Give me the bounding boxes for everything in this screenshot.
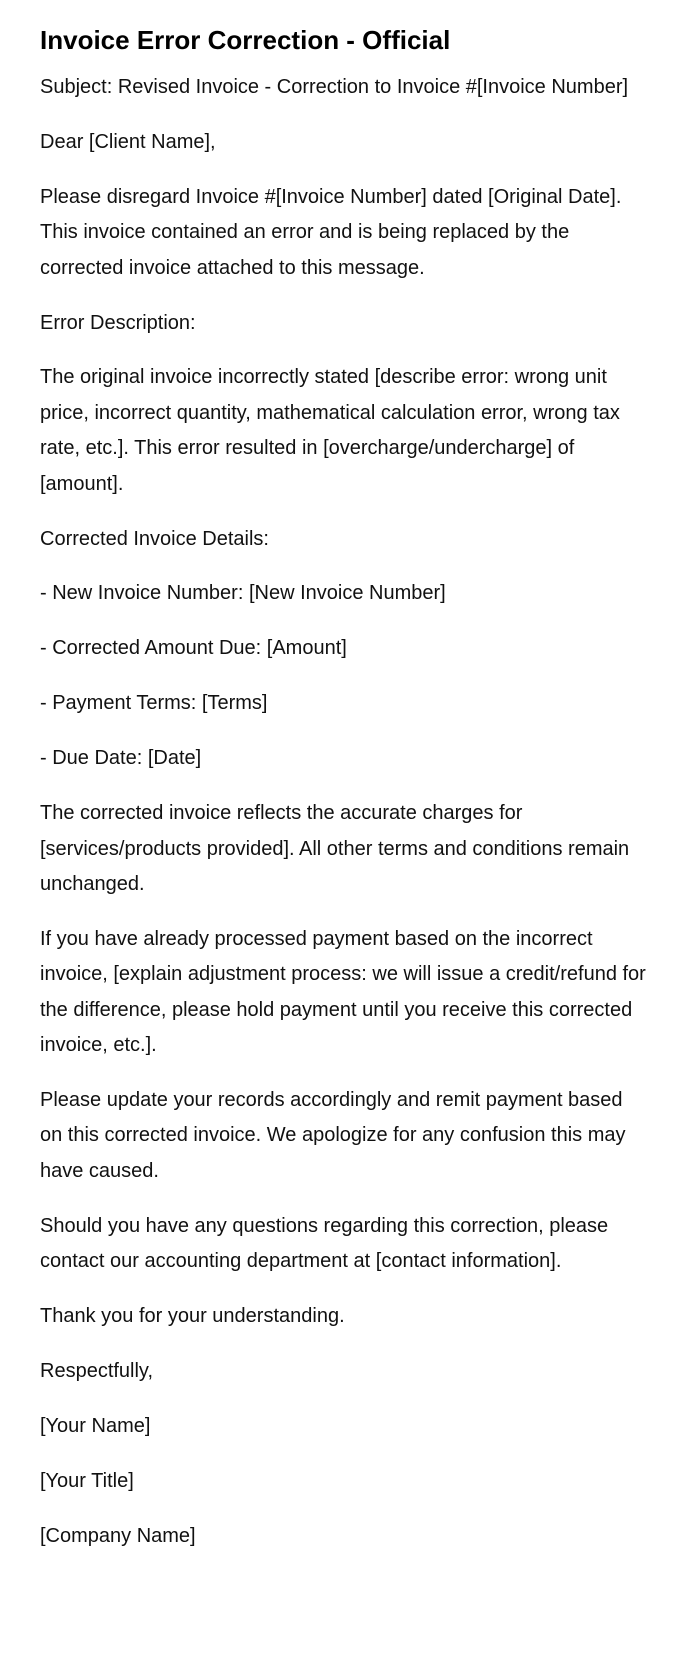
detail-payment-terms: - Payment Terms: [Terms] (40, 692, 268, 715)
error-description-heading: Error Description: (40, 311, 196, 334)
subject-line: Subject: Revised Invoice - Correction to Invoice #[Invoice Number] (40, 76, 629, 98)
update-records-paragraph: Please update your records accordingly and remit payment based on this corrected invoice. We apologize for any confusion this may have caused. (40, 1088, 626, 1182)
contact-paragraph: Should you have any questions regarding this correction, please contact our accounting department at [contact information]. (40, 1214, 609, 1273)
accuracy-paragraph: The corrected invoice reflects the accurate charges for [services/products provided]. All other terms and conditions remain unchanged. (40, 802, 630, 895)
signature-name: [Your Name] (40, 1414, 151, 1437)
salutation: Dear [Client Name], (40, 130, 216, 153)
detail-corrected-amount: - Corrected Amount Due: [Amount] (40, 637, 347, 660)
thank-you-line: Thank you for your understanding. (40, 1304, 345, 1327)
closing-line: Respectfully, (40, 1359, 154, 1382)
detail-new-invoice-number: - New Invoice Number: [New Invoice Number] (40, 582, 446, 605)
document-title: Invoice Error Correction - Official (40, 25, 451, 55)
corrected-details-heading: Corrected Invoice Details: (40, 527, 269, 550)
signature-company: [Company Name] (40, 1524, 196, 1547)
signature-title: [Your Title] (40, 1469, 134, 1492)
intro-paragraph: Please disregard Invoice #[Invoice Number] dated [Original Date]. This invoice contained an error and is being replaced by the corrected invoice attached to this message. (40, 185, 622, 279)
detail-due-date: - Due Date: [Date] (40, 747, 202, 770)
error-description-paragraph: The original invoice incorrectly stated [describe error: wrong unit price, incorrect quantity, mathematical calculation error, wrong tax rate, etc.]. This error resulted in [overcharge/undercharge] of [amount]. (40, 366, 620, 495)
payment-adjustment-paragraph: If you have already processed payment based on the incorrect invoice, [explain adjustment process: we will issue a credit/refund for the difference, please hold payment until you receive this corrected invoice, etc.]. (40, 927, 646, 1057)
